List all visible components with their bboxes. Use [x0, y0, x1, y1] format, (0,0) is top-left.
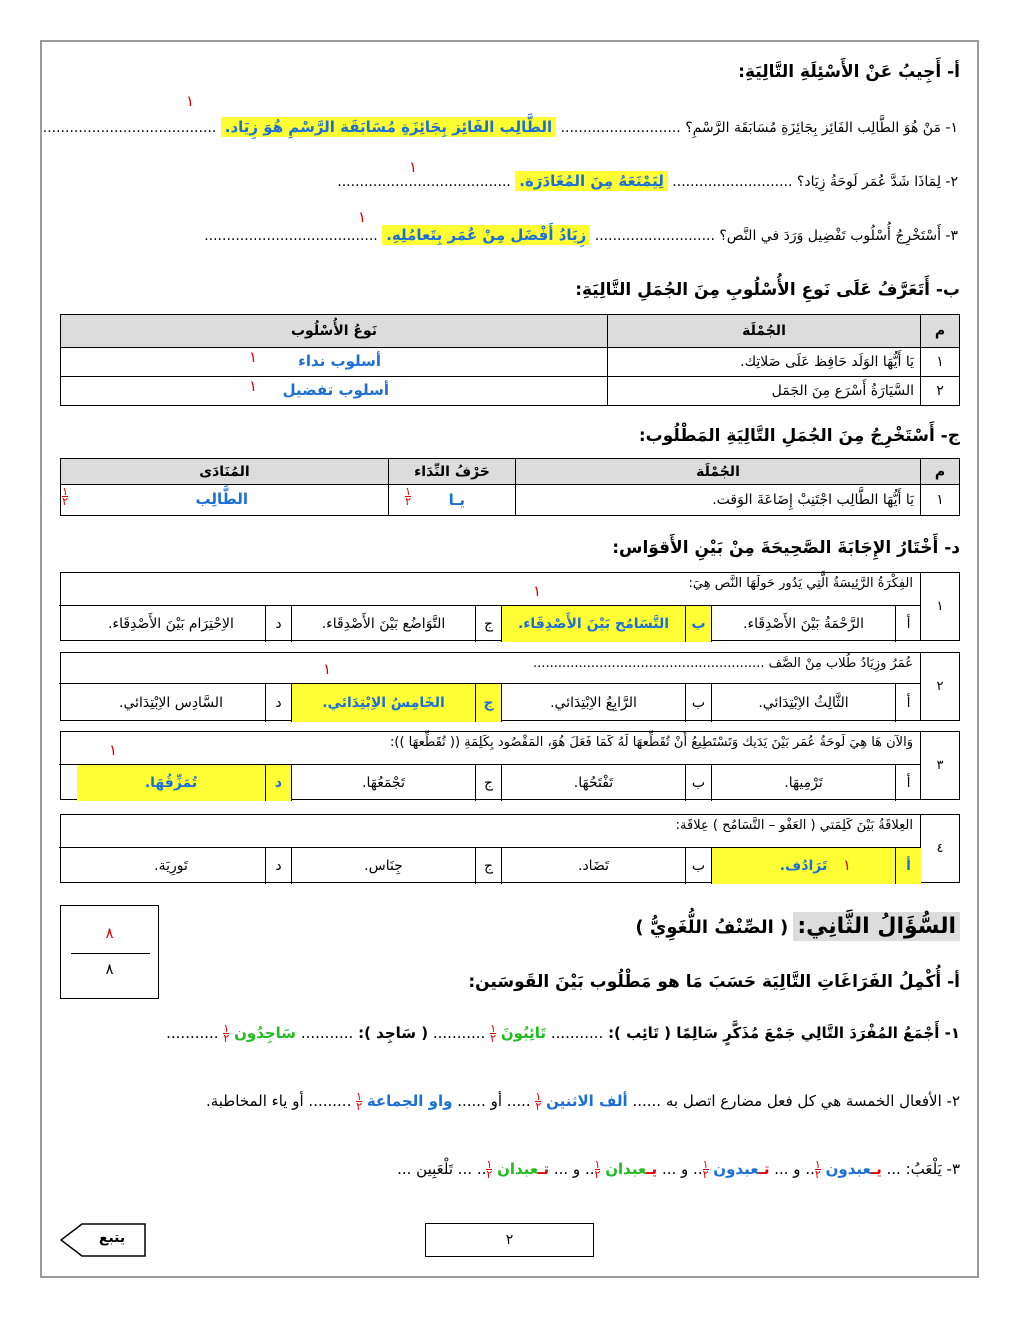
l3-answer-1: عبدون	[825, 1160, 871, 1178]
question-2-title: السُّؤَالُ الثَّانِي:	[793, 912, 960, 941]
frac-den: ٢	[486, 1168, 493, 1181]
l3-answer-2: عبدون	[713, 1160, 759, 1178]
answer-3: زِيَادُ أَفْضَل مِنْ عُمَر بِتَعامُلِهِ.	[382, 225, 590, 245]
l2-answer-2: واو الجماعة	[366, 1092, 453, 1110]
half-mark	[223, 1024, 229, 1043]
option-letter[interactable]: د	[265, 684, 291, 722]
dots: ...........................	[594, 228, 715, 244]
question-2-subtitle: ( الصِّنْفُ اللُّغَوِيُّ )	[635, 917, 789, 938]
frac-den: ٢	[594, 1168, 601, 1181]
option-letter[interactable]: ج	[475, 684, 501, 722]
l3-and: و ...	[774, 1160, 801, 1178]
frac-den: ٢	[223, 1032, 230, 1045]
option-text[interactable]: تُمَزِّقُهَا.	[77, 765, 265, 801]
answer-2: لِيَمْنَعَهُ مِنَ المُغَادَرَة.	[515, 171, 668, 191]
row-sentence: يَا أَيُّهَا الوَلَد حَافِظ عَلَى صَلاتِك.	[608, 348, 921, 377]
munada-answer: الطَّالِب	[195, 490, 248, 508]
l1-prompt: ١- أَجْمَعُ المُفْرَدَ التَّالِي جَمْعَ مُذَكَّرٍ سَالِمًا ( تَائِب ):	[608, 1024, 960, 1042]
option-text[interactable]: جِنَاس.	[291, 848, 475, 884]
option-letter[interactable]: ج	[475, 765, 501, 801]
frac-den: ٢	[490, 1032, 497, 1045]
l2-or: أو	[490, 1092, 503, 1110]
half-mark	[356, 1092, 362, 1111]
row-num: ١	[921, 485, 960, 516]
mcq-item	[60, 814, 960, 883]
harf-answer: يـا	[448, 491, 465, 509]
half-mark	[486, 1160, 492, 1179]
option-text[interactable]: الخَامِسُ الاِبْتِدَائي.	[291, 684, 475, 722]
dots: ...........	[300, 1024, 354, 1042]
option-letter[interactable]: ب	[685, 848, 711, 884]
l3-prefix-4: تـ	[538, 1160, 550, 1178]
l2-prompt: ٢- الأفعال الخمسة هي كل فعل مضارع اتصل به	[665, 1092, 960, 1110]
part-a-title: أ- أُكْمِلُ الفَرَاغَاتِ التَّالِيَة حَسَبَ مَا هو مَطْلُوب بَيْنَ القَوسَين:	[468, 972, 960, 992]
frac-den: ٢	[814, 1168, 821, 1181]
l3-prompt: ٣- يَلْعَبُ: ...	[886, 1160, 960, 1178]
section-a-title: أ- أَجِيبُ عَنْ الأَسْئِلَةِ التَّالِيَةِ:	[738, 62, 960, 82]
row-type: أسلوب نداء	[298, 352, 381, 370]
score-mark: ١	[108, 741, 117, 759]
mcq-options	[59, 847, 921, 884]
mcq-number: ٤	[920, 815, 959, 882]
score-mark: ١	[409, 158, 418, 176]
option-letter[interactable]: ج	[475, 606, 501, 642]
option-letter[interactable]: أ	[895, 765, 921, 801]
frac-num: ١	[490, 1022, 497, 1035]
l1-mid: ( سَاجِد ):	[358, 1024, 429, 1042]
frac-num: ١	[62, 485, 68, 498]
score-mark: ١	[322, 660, 331, 678]
style-table	[60, 314, 960, 406]
page-number: ٢	[425, 1223, 594, 1257]
half-mark	[490, 1024, 496, 1043]
dots: ...........	[432, 1024, 486, 1042]
option-letter[interactable]: أ	[895, 848, 921, 884]
l2-answer-1: ألف الاثنين	[546, 1092, 628, 1110]
option-text[interactable]: السَّادِس الاِبْتِدَائي.	[119, 695, 223, 711]
half-mark	[535, 1092, 541, 1111]
col-m: م	[921, 459, 960, 485]
frac-den: ٢	[356, 1100, 363, 1113]
fill-line-1	[166, 1024, 960, 1043]
question-3	[204, 226, 958, 244]
score-mark: ١	[842, 856, 851, 874]
option-text[interactable]: تَضَاد.	[501, 848, 685, 884]
dots: .......................................	[337, 174, 511, 190]
dots: ...........................	[560, 120, 681, 136]
col-m: م	[921, 315, 960, 348]
frac-den: ٢	[702, 1168, 709, 1181]
question-1	[43, 118, 958, 136]
frac-num: ١	[486, 1158, 493, 1171]
option-letter[interactable]: د	[265, 606, 291, 642]
l3-post: ... تَلْعَبِين ...	[397, 1160, 473, 1178]
option-text[interactable]: تَفْتَحُهَا.	[501, 765, 685, 801]
mcq-number: ٣	[920, 732, 959, 799]
col-munada: المُنَادَى	[61, 459, 389, 485]
score-mark: ١	[186, 92, 195, 110]
answer-1: الطَّالِب الفَائِز بِجَائِزَةِ مُسَابَقَة الرَّسْمِ هُوَ زِيَاد.	[221, 117, 556, 137]
score-divider	[71, 953, 150, 954]
col-type: نَوعُ الأُسْلُوب	[61, 315, 608, 348]
score-mark: ١	[248, 377, 257, 395]
l3-prefix-2: تـ	[758, 1160, 770, 1178]
option-text[interactable]: الرَّابِعُ الاِبْتِدَائي.	[501, 684, 685, 722]
dots: ...........	[166, 1024, 219, 1042]
mcq-number: ١	[920, 573, 959, 640]
munada-cell	[61, 485, 389, 516]
mcq-question: الفِكْرَةُ الرَّئِيسَةُ الَّتِي يَدُور حَولَهَا النَّص هِيَ:	[688, 576, 913, 591]
option-text[interactable]: الرَّحْمَةُ بَيْنَ الأَصْدِقَاء.	[711, 606, 895, 642]
option-text[interactable]: التَّسَامُح بَيْنَ الأَصْدِقَاء.	[501, 606, 685, 642]
col-harf: حَرْفُ النِّدَاء	[389, 459, 516, 485]
q3-text: ٣- أَسْتَخْرِجُ أُسْلُوب تَفْضِيل وَرَدَ في النَّص؟	[719, 228, 958, 244]
score-mark: ١	[532, 582, 541, 600]
l3-prefix-3: يـ	[646, 1160, 658, 1178]
mcq-item	[60, 572, 960, 641]
row-type-cell	[61, 377, 608, 406]
score-mark: ١	[358, 208, 367, 226]
frac-num: ١	[594, 1158, 601, 1171]
row-num: ٢	[921, 377, 960, 406]
option-text[interactable]: الاِحْتِرَام بَيْنَ الأَصْدِقَاء.	[108, 616, 234, 632]
question-2-heading	[635, 914, 960, 939]
col-sentence: الجُمْلَة	[516, 459, 921, 485]
frac-num: ١	[405, 485, 411, 498]
frac-num: ١	[356, 1090, 363, 1103]
col-sentence: الجُمْلَة	[608, 315, 921, 348]
table-row	[61, 377, 960, 406]
section-d-title: د- أَخْتَارُ الإِجَابَةَ الصَّحِيحَةَ مِنْ بَيْنِ الأَقوَاس:	[612, 538, 960, 558]
section-b-title: ب- أَتَعَرَّفُ عَلَى نَوعِ الأُسْلُوبِ مِنَ الجُمَلِ التَّالِيَةِ:	[575, 280, 960, 300]
option-letter[interactable]: أ	[895, 606, 921, 642]
mcq-number: ٢	[920, 653, 959, 720]
half-mark	[595, 1160, 601, 1179]
row-num: ١	[921, 348, 960, 377]
l2-post: أو ياء المخاطبة.	[205, 1092, 304, 1110]
dots: ...........	[550, 1024, 604, 1042]
mcq-question: وَالآن هَا هِيَ لَوحَةُ عُمَر بَيْنَ يَدَيك وَتَسْتَطِيعُ أَنْ تُقَطِّعهَا لَهُ كَمَا فَعَلَ هُوَ، المَقْصُود بِكَلِمَةِ (( تُقَطِّعهَا )):	[390, 735, 913, 750]
option-text[interactable]: تَرَادُف.	[711, 848, 895, 884]
score-total: ٨	[105, 960, 114, 978]
harf-cell	[389, 485, 516, 516]
option-text[interactable]: تَورِيَة.	[154, 858, 188, 874]
table-row	[61, 348, 960, 377]
row-sentence: يَا أَيُّهَا الطَّالِب اجْتَنِبْ إِضَاعَةَ الوَقت.	[516, 485, 921, 516]
frac-num: ١	[535, 1090, 542, 1103]
frac-num: ١	[702, 1158, 709, 1171]
option-text[interactable]: التَّوَاضُع بَيْنَ الأَصْدِقَاء.	[291, 606, 475, 642]
option-letter[interactable]: د	[265, 765, 291, 801]
option-letter[interactable]: أ	[895, 684, 921, 722]
score-mark: ١	[248, 348, 257, 366]
score-box	[60, 905, 159, 999]
half-mark	[815, 1160, 821, 1179]
half-mark	[405, 487, 411, 506]
fill-line-2: ٢- الأفعال الخمسة هي كل فعل مضارع اتصل به ...... ألف الاثنين $\frac{١}{٢}$ ..... أو ...... واو الجماعة $\frac{١}{٢}$ ......... أو ياء المخاطبة.	[205, 1090, 960, 1113]
frac-num: ١	[814, 1158, 821, 1171]
option-text[interactable]: تَرْمِيهَا.	[711, 765, 895, 801]
next-label[interactable]: يتبع	[98, 1230, 126, 1246]
section-c-title: ج- أَسْتَخْرِجُ مِنَ الجُمَلِ التَّالِيَةِ المَطْلُوب:	[638, 426, 960, 446]
l3-and: و ...	[553, 1160, 581, 1178]
half-mark	[703, 1160, 709, 1179]
question-2	[337, 172, 958, 190]
option-text[interactable]: تَجْمَعُهَا.	[291, 765, 475, 801]
option-letter[interactable]: ب	[685, 606, 711, 642]
option-letter[interactable]: ب	[685, 765, 711, 801]
l3-and: و ...	[661, 1160, 689, 1178]
q1-text: ١- مَنْ هُوَ الطَّالِب الفَائِز بِجَائِزَةِ مُسَابَقَة الرَّسْمِ؟	[685, 120, 958, 136]
l3-prefix-1: يـ	[870, 1160, 882, 1178]
frac-num: ١	[223, 1022, 230, 1035]
mcq-item	[60, 731, 960, 800]
option-text[interactable]: الثَّالِثُ الاِبْتِدَائي.	[711, 684, 895, 722]
mcq-item	[60, 652, 960, 721]
score-earned: ٨	[105, 924, 114, 942]
dots: .......................................	[204, 228, 378, 244]
q2-text: ٢- لِمَاذَا شَدَّ عُمَر لَوحَةُ زِيَاد؟	[796, 174, 958, 190]
dots: ...........................	[672, 174, 793, 190]
frac-den: ٢	[405, 495, 411, 508]
vocative-table	[60, 458, 960, 516]
row-sentence: السَّيَارَةُ أَسْرَع مِنَ الجَمَل	[608, 377, 921, 406]
fill-line-3: ٣- يَلْعَبُ: ... يـعبدون $\frac{١}{٢}$ .. و ... تـعبدون $\frac{١}{٢}$ .. و ... يـعبدان $\frac{١}{٢}$ .. و ... تـعبدان $\frac{١}{٢}$ .. ... تَلْعَبِين ...	[397, 1158, 960, 1181]
frac-den: ٢	[535, 1100, 542, 1113]
l1-answer-2: سَاجِدُون	[234, 1024, 297, 1042]
table-row	[61, 485, 960, 516]
l3-answer-3: عبدان	[605, 1160, 647, 1178]
mcq-question: عُمَرُ وزِيَادُ طُلاب مِنْ الصَّف ........................................................	[533, 656, 913, 671]
l1-answer-1: تَائِبُونَ	[500, 1024, 547, 1042]
option-letter[interactable]: ب	[685, 684, 711, 722]
dots: .......................................	[42, 120, 217, 136]
frac-den: ٢	[62, 495, 68, 508]
option-letter[interactable]: د	[265, 848, 291, 884]
option-letter[interactable]: ج	[475, 848, 501, 884]
row-type-cell	[61, 348, 608, 377]
l3-answer-4: عبدان	[497, 1160, 539, 1178]
half-mark	[62, 487, 68, 506]
row-type: أسلوب تفضيل	[282, 381, 389, 399]
mcq-question: العِلاقَةُ بَيْنَ كَلِمَتي ( العَفْو – التَّسَامُح ) عِلاقَة:	[675, 818, 913, 833]
